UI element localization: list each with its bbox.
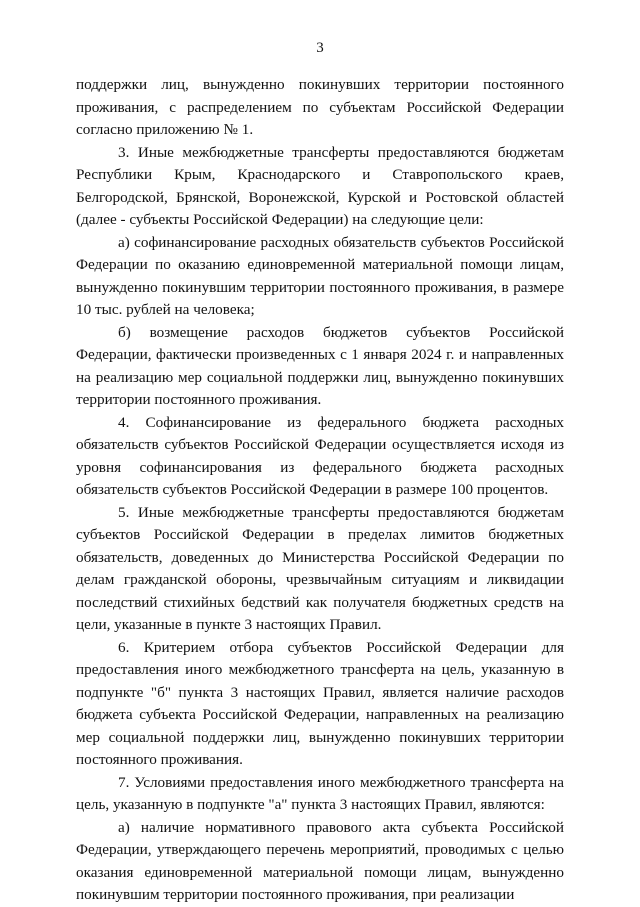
page-number: 3	[316, 40, 324, 56]
paragraph-item-6: 6. Критерием отбора субъектов Российской Федерации для предоставления иного межбюджетного трансферта на цель, указанную в подпункте "б" пункта 3 настоящих Правил, является наличие расходов бюджета субъекта Российской Федерации, направленных на реализацию мер социальной поддержки лиц, вынужденно покинувших территории постоянного проживания.	[76, 638, 564, 768]
paragraph-continuation: поддержки лиц, вынужденно покинувших территории постоянного проживания, с распределением по субъектам Российской Федерации согласно приложению № 1.	[76, 76, 564, 138]
paragraph-item-4: 4. Софинансирование из федерального бюджета расходных обязательств субъектов Российской Федерации осуществляется исходя из уровня софинансирования из федерального бюджета расходных обязательств субъектов Российской Федерации в размере 100 процентов.	[76, 413, 564, 498]
paragraph-item-7a: а) наличие нормативного правового акта субъекта Российской Федерации, утверждающего перечень мероприятий, проводимых с целью оказания единовременной материальной помощи лицам, вынужденно покинувшим территории постоянного проживания, при реализации	[76, 818, 564, 903]
paragraph-item-3b: б) возмещение расходов бюджетов субъектов Российской Федерации, фактически произведенных с 1 января 2024 г. и направленных на реализацию мер социальной поддержки лиц, вынужденно покинувших территории постоянного проживания.	[76, 323, 564, 408]
paragraph-item-5: 5. Иные межбюджетные трансферты предоставляются бюджетам субъектов Российской Федерации в пределах лимитов бюджетных обязательств, доведенных до Министерства Российской Федерации по делам гражданской обороны, чрезвычайным ситуациям и ликвидации последствий стихийных бедствий как получателя бюджетных средств на цели, указанные в пункте 3 настоящих Правил.	[76, 503, 564, 633]
document-body	[76, 74, 564, 907]
paragraph-item-3: 3. Иные межбюджетные трансферты предоставляются бюджетам Республики Крым, Краснодарского и Ставропольского краев, Белгородской, Брянской, Воронежской, Курской и Ростовской областей (далее - субъекты Российской Федерации) на следующие цели:	[76, 143, 564, 228]
paragraph-item-7: 7. Условиями предоставления иного межбюджетного трансферта на цель, указанную в подпункте "а" пункта 3 настоящих Правил, являются:	[76, 773, 564, 813]
paragraph-item-3a: а) софинансирование расходных обязательств субъектов Российской Федерации по оказанию единовременной материальной помощи лицам, вынужденно покинувшим территории постоянного проживания, в размере 10 тыс. рублей на человека;	[76, 233, 564, 318]
